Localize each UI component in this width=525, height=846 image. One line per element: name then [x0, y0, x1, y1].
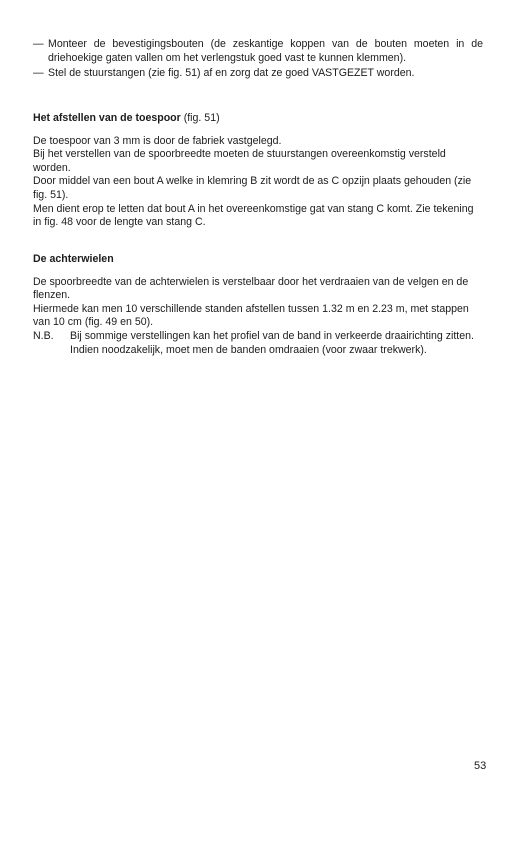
page-number: 53 [474, 760, 487, 772]
nota-bene [33, 330, 483, 357]
paragraph: De spoorbreedte van de achterwielen is verstelbaar door het verdraaien van de velgen en de flenzen. [33, 275, 469, 302]
paragraph: Door middel van een bout A welke in klemring B zit wordt de as C opzijn plaats gehouden (zie fig. 51). [33, 175, 472, 201]
paragraph: Men dient erop te letten dat bout A in het overeenkomstige gat van stang C komt. Zie tekening in fig. 48 voor de lengte van stang C. [33, 202, 474, 229]
section-body [33, 135, 483, 230]
nb-body [70, 330, 483, 357]
nb-label: N.B. [33, 329, 54, 342]
paragraph: Bij het verstellen van de spoorbreedte moeten de stuurstangen overeenkomstig versteld worden. [33, 148, 446, 174]
bullet-text: Stel de stuurstangen (zie fig. 51) af en zorg dat ze goed VASTGEZET worden. [48, 67, 415, 80]
bullet-dash: — [33, 67, 44, 80]
nb-line: Indien noodzakelijk, moet men de banden omdraaien (voor zwaar trekwerk). [70, 343, 427, 356]
bullet-item [33, 67, 483, 81]
bullet-dash: — [33, 38, 44, 50]
section-heading [33, 112, 483, 126]
bullet-item [33, 38, 483, 65]
nb-line: Bij sommige verstellingen kan het profiel van de band in verkeerde draairichting zitten. [70, 329, 474, 342]
section-achterwielen [33, 253, 483, 357]
paragraph: Hiermede kan men 10 verschillende standen afstellen tussen 1.32 m en 2.23 m, met stappen van 10 cm (fig. 49 en 50). [33, 302, 469, 329]
bullet-text: Monteer de bevestigingsbouten (de zeskantige koppen van de bouten moeten in de driehoekige gaten vallen om het verlengstuk goed vast te kunnen klemmen). [48, 38, 483, 64]
section-heading [33, 253, 483, 267]
heading-text: De achterwielen [33, 253, 114, 265]
section-toespoor [33, 112, 483, 230]
heading-text: Het afstellen van de toespoor [33, 112, 181, 124]
heading-figure-ref: (fig. 51) [180, 112, 220, 124]
paragraph: De toespoor van 3 mm is door de fabriek vastgelegd. [33, 134, 282, 147]
section-body [33, 276, 483, 358]
bullet-list [33, 38, 483, 83]
